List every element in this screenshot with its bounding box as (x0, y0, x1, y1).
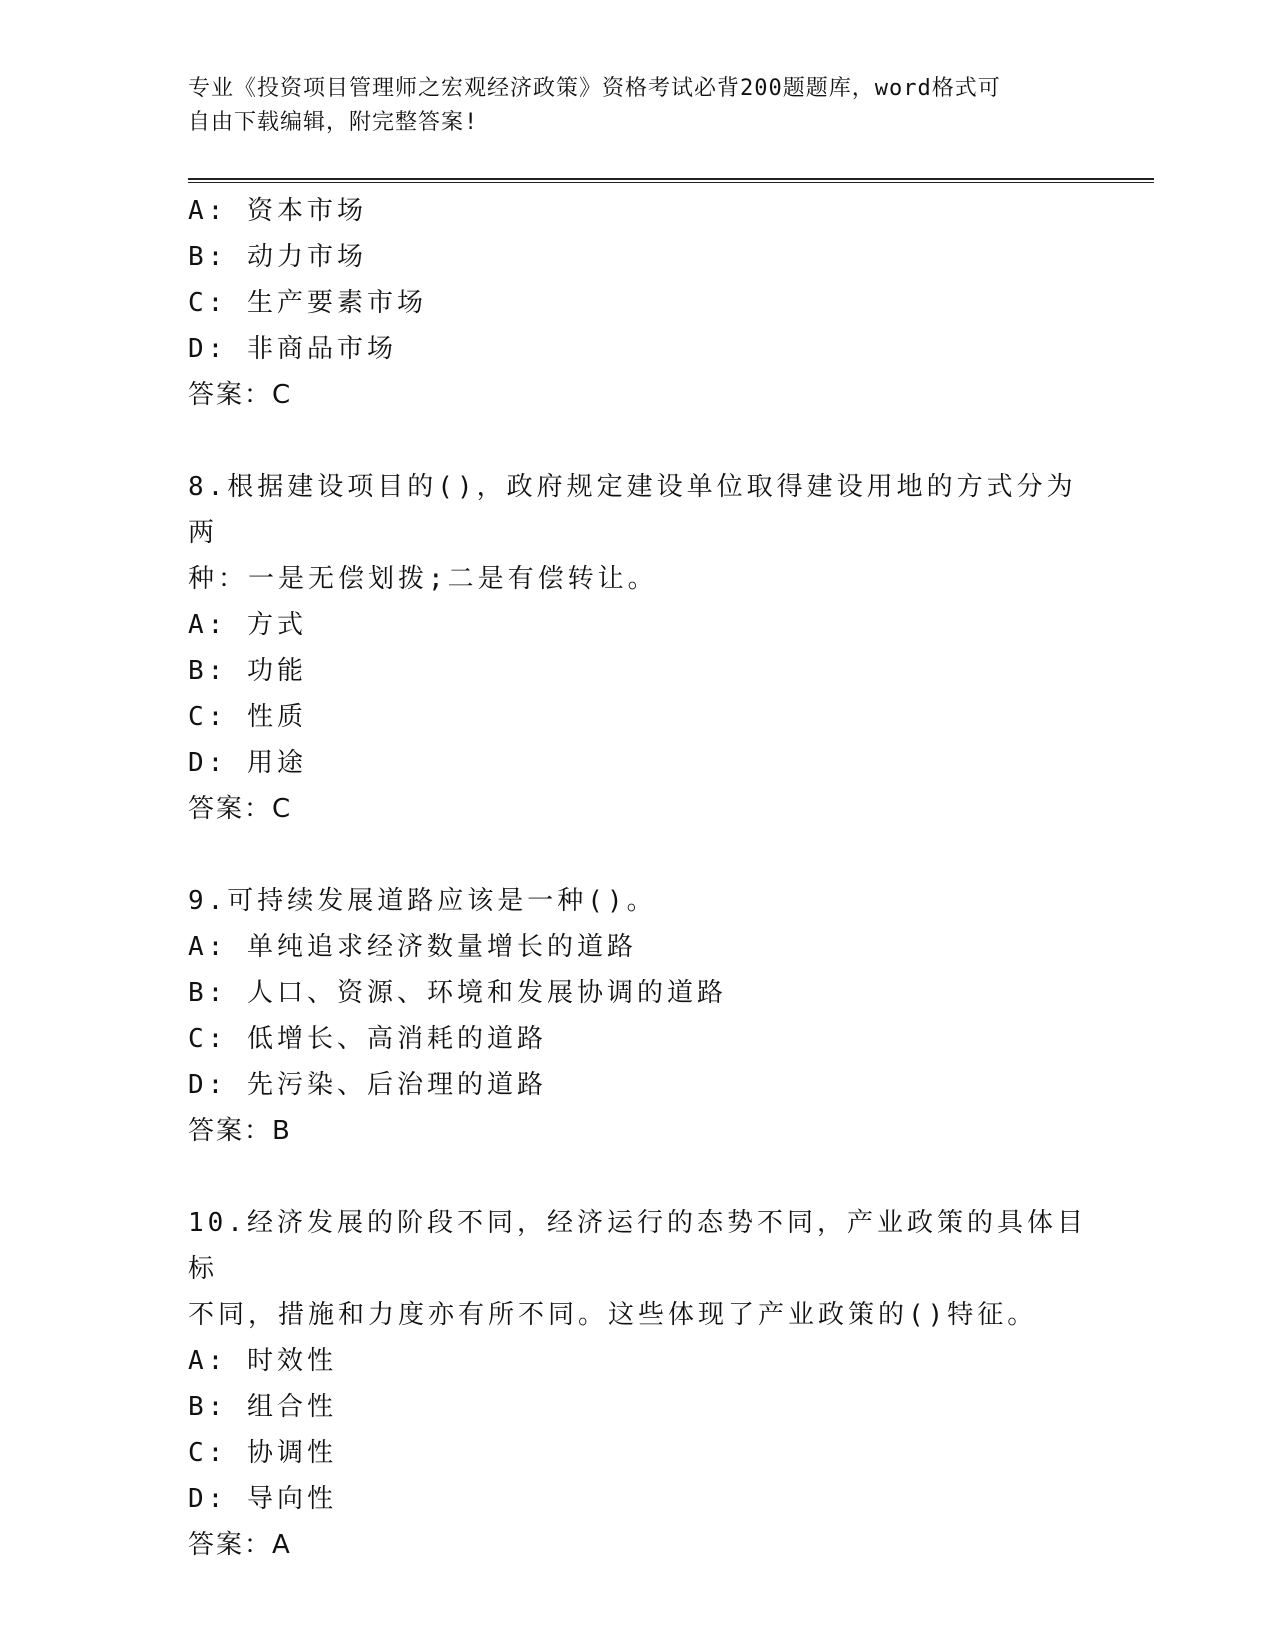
answer-label: 答案：B (188, 1116, 292, 1146)
header-divider (188, 178, 1154, 183)
option-b: B: 功能 (188, 656, 307, 686)
question-spacer (188, 1154, 1088, 1200)
question-stem: 10.经济发展的阶段不同，经济运行的态势不同，产业政策的具体目标 (188, 1208, 1087, 1284)
option-d: D: 非商品市场 (188, 334, 397, 364)
option-d: D: 先污染、后治理的道路 (188, 1070, 547, 1100)
answer-label: 答案：C (188, 380, 293, 410)
question-list (188, 188, 1088, 1568)
question-spacer (188, 418, 1088, 464)
document-header (188, 72, 1088, 140)
option-c: C: 生产要素市场 (188, 288, 427, 318)
option-b: B: 组合性 (188, 1392, 337, 1422)
option-b: B: 动力市场 (188, 242, 367, 272)
header-title-line-1: 专业《投资项目管理师之宏观经济政策》资格考试必背200题题库，word格式可 (188, 76, 1001, 101)
option-d: D: 导向性 (188, 1484, 337, 1514)
question-7 (188, 188, 1088, 418)
question-10 (188, 1200, 1088, 1568)
header-title-line-2: 自由下载编辑，附完整答案! (188, 110, 479, 135)
question-stem-continued: 种：一是无偿划拨;二是有偿转让。 (188, 564, 658, 594)
option-b: B: 人口、资源、环境和发展协调的道路 (188, 978, 727, 1008)
option-a: A: 时效性 (188, 1346, 337, 1376)
option-c: C: 协调性 (188, 1438, 337, 1468)
question-stem: 9.可持续发展道路应该是一种()。 (188, 886, 657, 916)
option-a: A: 资本市场 (188, 196, 367, 226)
option-d: D: 用途 (188, 748, 307, 778)
question-spacer (188, 832, 1088, 878)
question-9 (188, 878, 1088, 1154)
option-c: C: 性质 (188, 702, 307, 732)
question-8 (188, 464, 1088, 832)
answer-label: 答案：A (188, 1530, 292, 1560)
option-c: C: 低增长、高消耗的道路 (188, 1024, 547, 1054)
option-a: A: 单纯追求经济数量增长的道路 (188, 932, 637, 962)
answer-label: 答案：C (188, 794, 293, 824)
question-stem-continued: 不同，措施和力度亦有所不同。这些体现了产业政策的()特征。 (188, 1300, 1038, 1330)
option-a: A: 方式 (188, 610, 307, 640)
question-stem: 8.根据建设项目的()，政府规定建设单位取得建设用地的方式分为两 (188, 472, 1077, 548)
